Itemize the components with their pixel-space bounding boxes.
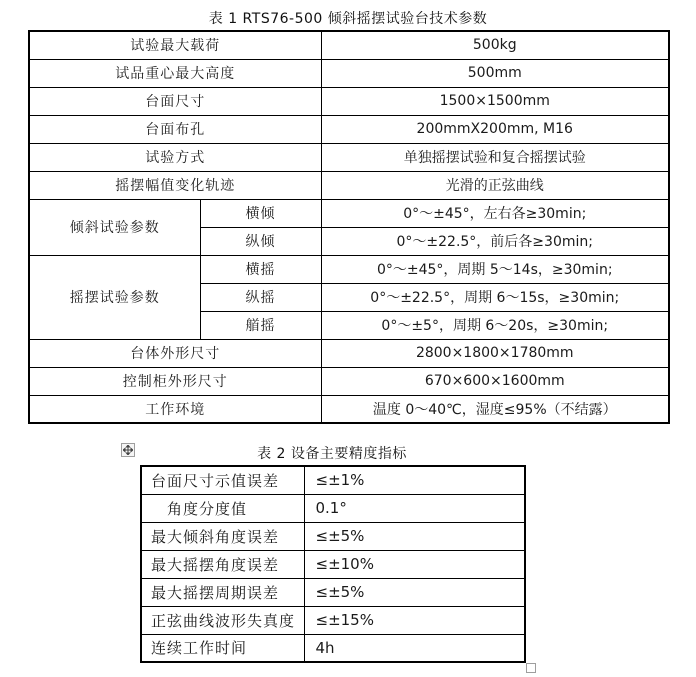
param-value-cell: 光滑的正弦曲线	[321, 171, 669, 199]
param-value-cell: 0°～±5°，周期 6～20s，≥30min;	[321, 311, 669, 339]
param-label-cell: 试验方式	[29, 143, 321, 171]
spec-value-cell: ≤±5%	[304, 578, 525, 606]
spec-label-cell: 正弦曲线波形失真度	[141, 606, 304, 634]
param-sublabel-cell: 横摇	[200, 255, 321, 283]
param-group-cell: 倾斜试验参数	[29, 199, 200, 255]
table-row	[29, 395, 669, 423]
param-sublabel-cell: 横倾	[200, 199, 321, 227]
spec-value-cell: 0.1°	[304, 494, 525, 522]
table2-move-handle[interactable]	[121, 443, 135, 457]
param-sublabel-cell: 艏摇	[200, 311, 321, 339]
param-value-cell: 200mmX200mm, M16	[321, 115, 669, 143]
param-value-cell: 500kg	[321, 31, 669, 59]
spec-label-cell: 连续工作时间	[141, 634, 304, 662]
table1-technical-parameters	[28, 30, 670, 424]
spec-label-cell: 最大倾斜角度误差	[141, 522, 304, 550]
param-sublabel-cell: 纵摇	[200, 283, 321, 311]
table-row	[29, 367, 669, 395]
param-value-cell: 0°～±45°，周期 5～14s，≥30min;	[321, 255, 669, 283]
param-label-cell: 试验最大载荷	[29, 31, 321, 59]
spec-label-cell: 最大摇摆周期误差	[141, 578, 304, 606]
table-row	[141, 550, 525, 578]
param-value-cell: 1500×1500mm	[321, 87, 669, 115]
param-sublabel-cell: 纵倾	[200, 227, 321, 255]
spec-label-cell: 最大摇摆角度误差	[141, 550, 304, 578]
param-value-cell: 0°～±45°，左右各≥30min;	[321, 199, 669, 227]
param-value-cell: 2800×1800×1780mm	[321, 339, 669, 367]
param-label-cell: 台体外形尺寸	[29, 339, 321, 367]
param-value-cell: 0°～±22.5°，前后各≥30min;	[321, 227, 669, 255]
spec-value-cell: ≤±5%	[304, 522, 525, 550]
param-label-cell: 试品重心最大高度	[29, 59, 321, 87]
table-row	[141, 578, 525, 606]
table-row	[29, 59, 669, 87]
table1-caption: 表 1 RTS76-500 倾斜摇摆试验台技术参数	[208, 11, 488, 27]
table-row	[29, 87, 669, 115]
param-label-cell: 控制柜外形尺寸	[29, 367, 321, 395]
move-icon	[123, 445, 133, 455]
table-row	[141, 606, 525, 634]
param-group-cell: 摇摆试验参数	[29, 255, 200, 339]
param-value-cell: 单独摇摆试验和复合摇摆试验	[321, 143, 669, 171]
table-row	[29, 31, 669, 59]
spec-label-cell: 台面尺寸示值误差	[141, 466, 304, 494]
param-value-cell: 670×600×1600mm	[321, 367, 669, 395]
table-row	[141, 466, 525, 494]
table2-precision-indicators	[140, 465, 526, 663]
spec-value-cell: ≤±15%	[304, 606, 525, 634]
param-value-cell: 温度 0～40℃，湿度≤95%（不结露）	[321, 395, 669, 423]
param-label-cell: 工作环境	[29, 395, 321, 423]
spec-value-cell: ≤±1%	[304, 466, 525, 494]
table-row	[29, 115, 669, 143]
param-value-cell: 500mm	[321, 59, 669, 87]
param-label-cell: 台面尺寸	[29, 87, 321, 115]
param-value-cell: 0°～±22.5°，周期 6～15s，≥30min;	[321, 283, 669, 311]
spec-value-cell: 4h	[304, 634, 525, 662]
table-row	[29, 199, 669, 227]
param-label-cell: 台面布孔	[29, 115, 321, 143]
table-row	[29, 339, 669, 367]
table-row	[29, 143, 669, 171]
table2-caption: 表 2 设备主要精度指标	[257, 446, 407, 462]
spec-value-cell: ≤±10%	[304, 550, 525, 578]
table2-resize-handle[interactable]	[526, 663, 536, 673]
table-row	[141, 634, 525, 662]
param-label-cell: 摇摆幅值变化轨迹	[29, 171, 321, 199]
table-row	[141, 522, 525, 550]
table-row	[29, 255, 669, 283]
spec-label-cell: 角度分度值	[141, 494, 304, 522]
table-row	[141, 494, 525, 522]
table-row	[29, 171, 669, 199]
